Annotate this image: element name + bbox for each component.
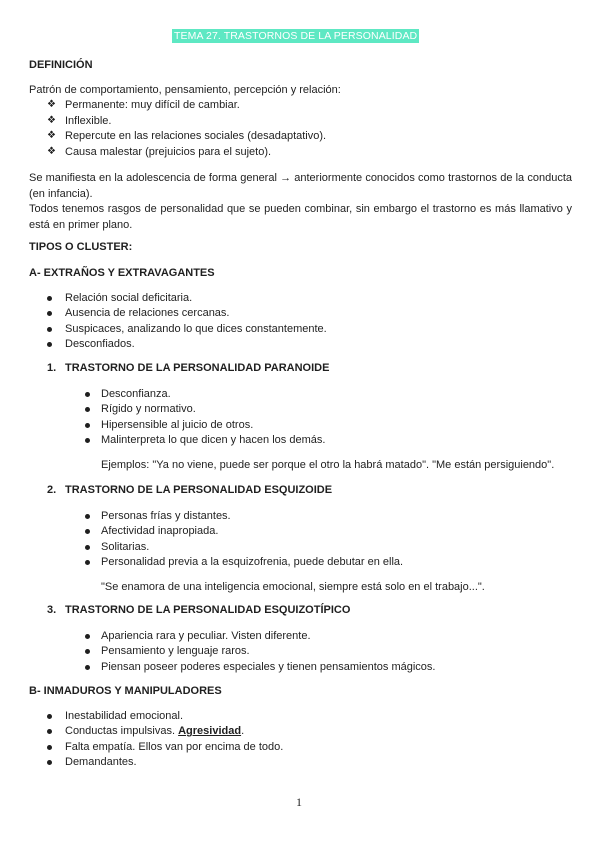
page-number: 1 bbox=[296, 795, 302, 809]
cluster-a-heading: A- EXTRAÑOS Y EXTRAVAGANTES bbox=[29, 267, 215, 279]
disorder-number: 1. bbox=[47, 362, 57, 374]
emphasis-trailing: . bbox=[241, 725, 245, 737]
cluster-a-bullet: Ausencia de relaciones cercanas. bbox=[65, 307, 230, 319]
cluster-b-bullet: Inestabilidad emocional. bbox=[65, 710, 184, 722]
cluster-b-heading: B- INMADUROS Y MANIPULADORES bbox=[29, 685, 222, 697]
cluster-b-bullet-text: Conductas impulsivas. bbox=[65, 725, 179, 737]
esquizotipico-bullet: Apariencia rara y peculiar. Visten diferente. bbox=[101, 630, 311, 642]
bullet-dot-icon bbox=[85, 545, 90, 550]
bullet-dot-icon bbox=[85, 634, 90, 639]
bullet-dot-icon bbox=[47, 311, 52, 316]
esquizoide-bullet: Personalidad previa a la esquizofrenia, puede debutar en ella. bbox=[101, 556, 404, 568]
bullet-dot-icon bbox=[47, 745, 52, 750]
diamond-bullet-icon: ❖ bbox=[47, 130, 56, 141]
bullet-dot-icon bbox=[47, 760, 52, 765]
esquizoide-example: "Se enamora de una inteligencia emocional, siempre está solo en el trabajo...". bbox=[101, 581, 485, 593]
cluster-a-bullet: Suspicaces, analizando lo que dices constantemente. bbox=[65, 323, 327, 335]
bullet-dot-icon bbox=[85, 560, 90, 565]
esquizoide-bullet: Solitarias. bbox=[101, 541, 150, 553]
definition-paragraph-1: Se manifiesta en la adolescencia de forma general → anteriormente conocidos como trastornos de la conducta (en infancia). bbox=[29, 172, 572, 200]
document-title: TEMA 27. TRASTORNOS DE LA PERSONALIDAD bbox=[174, 30, 418, 42]
bullet-dot-icon bbox=[85, 649, 90, 654]
paranoide-example: Ejemplos: "Ya no viene, puede ser porque el otro la habrá matado". "Me están persiguiendo". bbox=[101, 459, 555, 471]
disorder-number: 3. bbox=[47, 604, 57, 616]
disorder-heading-esquizotipico: TRASTORNO DE LA PERSONALIDAD ESQUIZOTÍPICO bbox=[65, 604, 351, 616]
disorder-heading-paranoide: TRASTORNO DE LA PERSONALIDAD PARANOIDE bbox=[65, 362, 330, 374]
paranoide-bullet: Malinterpreta lo que dicen y hacen los demás. bbox=[101, 434, 326, 446]
types-heading: TIPOS O CLUSTER: bbox=[29, 241, 133, 253]
bullet-dot-icon bbox=[47, 296, 52, 301]
esquizotipico-bullet: Piensan poseer poderes especiales y tienen pensamientos mágicos. bbox=[101, 661, 436, 673]
bullet-dot-icon bbox=[85, 392, 90, 397]
definition-bullet: Causa malestar (prejuicios para el sujeto). bbox=[65, 146, 272, 158]
definition-paragraph-2: Todos tenemos rasgos de personalidad que se pueden combinar, sin embargo el trastorno es más llamativo y está en primer plano. bbox=[29, 203, 572, 231]
diamond-bullet-icon: ❖ bbox=[47, 146, 56, 157]
bullet-dot-icon bbox=[85, 514, 90, 519]
esquizoide-bullet: Afectividad inapropiada. bbox=[101, 525, 219, 537]
bullet-dot-icon bbox=[85, 438, 90, 443]
disorder-heading-esquizoide: TRASTORNO DE LA PERSONALIDAD ESQUIZOIDE bbox=[65, 484, 333, 496]
bullet-dot-icon bbox=[85, 407, 90, 412]
definition-bullet: Repercute en las relaciones sociales (desadaptativo). bbox=[65, 130, 327, 142]
bullet-dot-icon bbox=[85, 423, 90, 428]
cluster-a-bullet: Desconfiados. bbox=[65, 338, 135, 350]
esquizotipico-bullet: Pensamiento y lenguaje raros. bbox=[101, 645, 250, 657]
esquizoide-bullet: Personas frías y distantes. bbox=[101, 510, 231, 522]
bullet-dot-icon bbox=[47, 342, 52, 347]
bullet-dot-icon bbox=[47, 327, 52, 332]
diamond-bullet-icon: ❖ bbox=[47, 99, 56, 110]
cluster-b-bullet: Falta empatía. Ellos van por encima de todo. bbox=[65, 741, 284, 753]
definition-intro: Patrón de comportamiento, pensamiento, percepción y relación: bbox=[29, 84, 341, 96]
bullet-dot-icon bbox=[85, 665, 90, 670]
definition-bullet: Permanente: muy difícil de cambiar. bbox=[65, 99, 240, 111]
diamond-bullet-icon: ❖ bbox=[47, 115, 56, 126]
disorder-number: 2. bbox=[47, 484, 57, 496]
bullet-dot-icon bbox=[47, 714, 52, 719]
paranoide-bullet: Hipersensible al juicio de otros. bbox=[101, 419, 254, 431]
paranoide-bullet: Desconfianza. bbox=[101, 388, 171, 400]
emphasis-agresividad: Agresividad bbox=[178, 725, 242, 737]
bullet-dot-icon bbox=[85, 529, 90, 534]
definition-heading: DEFINICIÓN bbox=[29, 59, 93, 71]
cluster-b-bullet: Demandantes. bbox=[65, 756, 137, 768]
paranoide-bullet: Rígido y normativo. bbox=[101, 403, 196, 415]
definition-bullet: Inflexible. bbox=[65, 115, 112, 127]
bullet-dot-icon bbox=[47, 729, 52, 734]
cluster-b-bullet-impulsivas bbox=[65, 724, 244, 740]
cluster-a-bullet: Relación social deficitaria. bbox=[65, 292, 193, 304]
